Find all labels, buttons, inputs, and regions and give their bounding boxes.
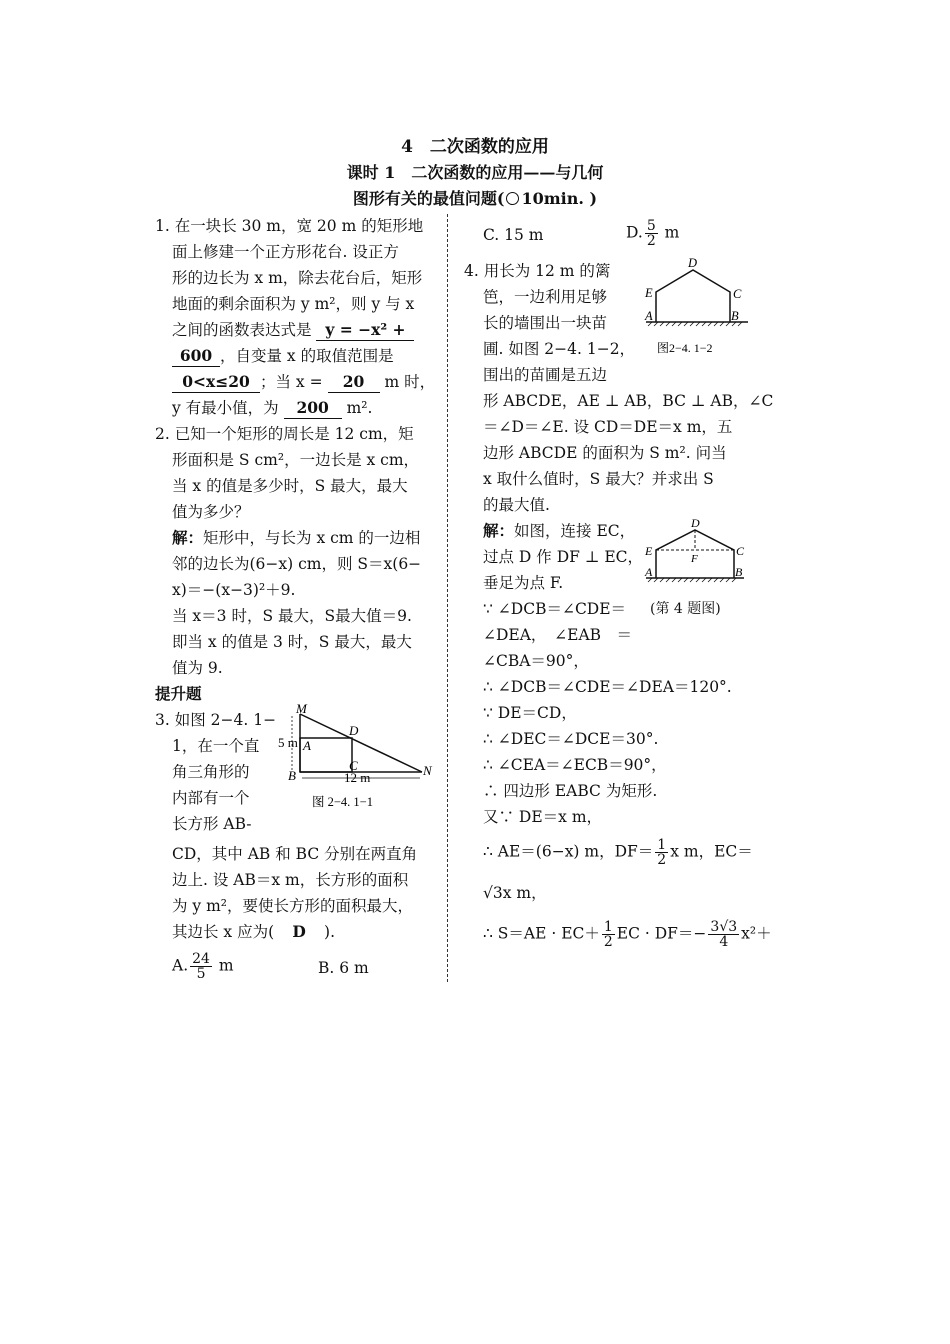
lesson-title: 课时 1 二次函数的应用——与几何	[346, 163, 604, 182]
q2-line-2: 形面积是 S cm²，一边长是 x cm，	[172, 451, 420, 469]
q4-solution-2: 过点 D 作 DF ⊥ EC，	[483, 548, 643, 566]
label-A: A	[645, 309, 653, 323]
q4-solution-12: 又∵ DE＝x m，	[483, 808, 603, 826]
label-A: A	[303, 738, 311, 753]
subtitle-time: 10min. )	[521, 189, 598, 208]
label-E: E	[645, 544, 653, 558]
option-label: A.	[172, 956, 189, 975]
q3-text: ).	[324, 923, 336, 941]
denominator: 2	[657, 852, 667, 868]
q1-answer-range: 0<x≤20	[172, 372, 260, 393]
triangle-hypotenuse	[300, 714, 422, 772]
denominator: 2	[603, 934, 613, 950]
numerator: 1	[603, 919, 613, 935]
q3-line-6: CD，其中 AB 和 BC 分别在两直角	[172, 845, 418, 863]
label-D: D	[688, 256, 698, 270]
q4-line-6: 形 ABCDE，AE ⊥ AB，BC ⊥ AB，∠C	[483, 392, 774, 410]
label-M: M	[296, 701, 307, 716]
q2-solution-2: 邻的边长为(6−x) cm，则 S＝x(6−	[172, 555, 422, 573]
label-C: C	[733, 287, 742, 301]
numerator: 5	[646, 218, 656, 234]
q3-line-7: 边上. 设 AB＝x m，长方形的面积	[172, 871, 409, 889]
q4-solution-3: 垂足为点 F.	[483, 574, 564, 592]
q3-line-2: 1，在一个直	[172, 737, 260, 755]
label-D: D	[691, 516, 700, 530]
q1-text: 之间的函数表达式是	[172, 321, 312, 339]
q4-line-5: 围出的苗圃是五边	[483, 366, 608, 384]
numerator: 24	[192, 951, 210, 967]
figure-q4-solution	[640, 516, 750, 588]
q1-line-3: 形的边长为 x m，除去花台后，矩形	[172, 269, 423, 287]
figure-caption: 图2−4. 1−2	[657, 341, 713, 355]
fraction	[602, 920, 615, 949]
q4-solution-14: √3x m，	[483, 884, 547, 902]
q2-line-1: 2. 已知一个矩形的周长是 12 cm，矩	[155, 425, 414, 443]
q1-text: m 时，	[384, 373, 436, 391]
label-B: B	[735, 565, 743, 579]
solution-label: 解：	[483, 521, 515, 540]
q2-solution-4: 当 x＝3 时，S 最大，S最大值＝9.	[172, 607, 412, 625]
q1-line-4: 地面的剩余面积为 y m²，则 y 与 x	[172, 295, 415, 313]
q2-solution-1	[172, 525, 420, 551]
section-heading-advanced: 提升题	[155, 684, 202, 703]
figure-2-4-1-2	[640, 256, 760, 360]
q1-text: y 有最小值，为	[172, 399, 279, 417]
option-unit: m	[218, 956, 234, 975]
fraction	[190, 952, 212, 981]
q4-line-10: 的最大值.	[483, 496, 550, 514]
numerator: 3√3	[710, 919, 738, 935]
q4-solution-15	[483, 920, 772, 949]
q3-option-c: C. 15 m	[483, 226, 544, 244]
q4-solution-4: ∵ ∠DCB＝∠CDE＝	[483, 600, 627, 618]
q4-line-4: 圃. 如图 2−4. 1−2，	[483, 340, 636, 358]
q4-solution-5: ∠DEA， ∠EAB ＝	[483, 626, 633, 644]
q1-line-5	[172, 317, 414, 343]
label-F: F	[691, 553, 698, 565]
q3-line-4: 内部有一个	[172, 789, 250, 807]
option-label: D.	[626, 223, 643, 242]
q4-line-7: ＝∠D＝∠E. 设 CD＝DE＝x m，五	[483, 418, 733, 436]
label-B: B	[288, 768, 296, 783]
denominator: 5	[196, 966, 206, 982]
q1-text: ；当 x =	[260, 373, 323, 391]
label-C: C	[736, 544, 745, 558]
solution-label: 解：	[172, 528, 204, 547]
q1-line-6	[172, 343, 394, 369]
q4-text: x²＋	[741, 924, 772, 943]
q4-figure-caption: (第 4 题图)	[650, 601, 721, 617]
q2-line-3: 当 x 的值是多少时，S 最大，最大	[172, 477, 408, 495]
q2-solution-5: 即当 x 的值是 3 时，S 最大，最大	[172, 633, 412, 651]
label-E: E	[645, 286, 653, 300]
q3-line-1: 3. 如图 2−4. 1−	[155, 711, 277, 729]
q3-answer: D	[292, 922, 306, 941]
denominator: 4	[719, 934, 729, 950]
q2-solution-6: 值为 9.	[172, 659, 223, 677]
label-12m: 12 m	[344, 770, 371, 785]
q3-line-8: 为 y m²，要使长方形的面积最大，	[172, 897, 414, 915]
q4-solution-7: ∴ ∠DCB＝∠CDE＝∠DEA＝120°.	[483, 678, 732, 696]
label-A: A	[645, 565, 653, 579]
q4-solution-13	[483, 838, 753, 867]
q1-answer-x: 20	[328, 372, 380, 393]
q4-text: ∴ AE＝(6−x) m，DF＝	[483, 842, 654, 861]
column-divider	[447, 214, 448, 982]
q4-solution-10: ∴ ∠CEA＝∠ECB＝90°，	[483, 756, 667, 774]
q4-line-2: 笆，一边利用足够	[483, 288, 608, 306]
q4-solution-11: ∴ 四边形 EABC 为矩形.	[483, 782, 658, 800]
q4-line-9: x 取什么值时，S 最大？并求出 S	[483, 470, 714, 488]
figure-caption: 图 2−4. 1−1	[312, 795, 373, 809]
q1-line-8	[172, 395, 372, 421]
section-title: 4 二次函数的应用	[401, 137, 549, 157]
q4-line-1: 4. 用长为 12 m 的篱	[464, 262, 611, 280]
q1-text: ，自变量 x 的取值范围是	[220, 347, 394, 365]
label-5m: 5 m	[278, 735, 298, 750]
q3-option-b: B. 6 m	[318, 959, 369, 977]
q4-solution-1	[483, 518, 635, 544]
q1-answer-constant: 600	[172, 346, 220, 367]
q2-solution-text: 矩形中，与长为 x cm 的一边相	[203, 529, 421, 547]
lesson-subtitle	[0, 186, 950, 209]
fraction	[655, 838, 668, 867]
q3-text: 其边长 x 应为(	[172, 923, 275, 941]
label-B: B	[731, 309, 739, 323]
q4-solution-6: ∠CBA＝90°，	[483, 652, 589, 670]
fraction	[645, 219, 658, 248]
q3-option-a	[172, 952, 234, 981]
q1-text: m².	[346, 399, 373, 417]
q4-line-3: 长的墙围出一块苗	[483, 314, 608, 332]
q1-line-7	[172, 369, 435, 395]
q4-text: EC · DF＝−	[616, 924, 707, 943]
q1-line-2: 面上修建一个正方形花台. 设正方	[172, 243, 399, 261]
q2-line-4: 值为多少？	[172, 503, 250, 521]
q1-line-1: 1. 在一块长 30 m，宽 20 m 的矩形地	[155, 217, 424, 235]
figure-2-4-1-1	[278, 701, 442, 814]
label-D: D	[349, 723, 359, 738]
q3-line-9	[172, 919, 335, 945]
pentagon-fence	[656, 270, 730, 322]
fraction	[708, 920, 739, 949]
q3-line-3: 角三角形的	[172, 763, 250, 781]
q3-option-d	[626, 219, 679, 248]
label-N: N	[423, 763, 432, 778]
label-C: C	[349, 758, 358, 773]
option-unit: m	[664, 223, 680, 242]
q1-answer-min: 200	[284, 398, 342, 419]
q3-line-5: 长方形 AB-	[172, 815, 252, 833]
q1-answer-function: y = −x² +	[316, 320, 414, 341]
q4-solution-9: ∴ ∠DEC＝∠DCE＝30°.	[483, 730, 659, 748]
q4-solution-8: ∵ DE＝CD，	[483, 704, 577, 722]
alarm-clock-icon	[506, 192, 519, 205]
denominator: 2	[646, 233, 656, 249]
q4-solution-text: 如图，连接 EC，	[514, 522, 636, 540]
q2-solution-3: x)＝−(x−3)²＋9.	[172, 581, 296, 599]
subtitle-text: 图形有关的最值问题(	[352, 189, 505, 208]
q4-text: ∴ S＝AE · EC＋	[483, 924, 600, 943]
q4-text: x m，EC＝	[670, 842, 753, 861]
numerator: 1	[657, 837, 667, 853]
q4-line-8: 边形 ABCDE 的面积为 S m². 问当	[483, 444, 727, 462]
